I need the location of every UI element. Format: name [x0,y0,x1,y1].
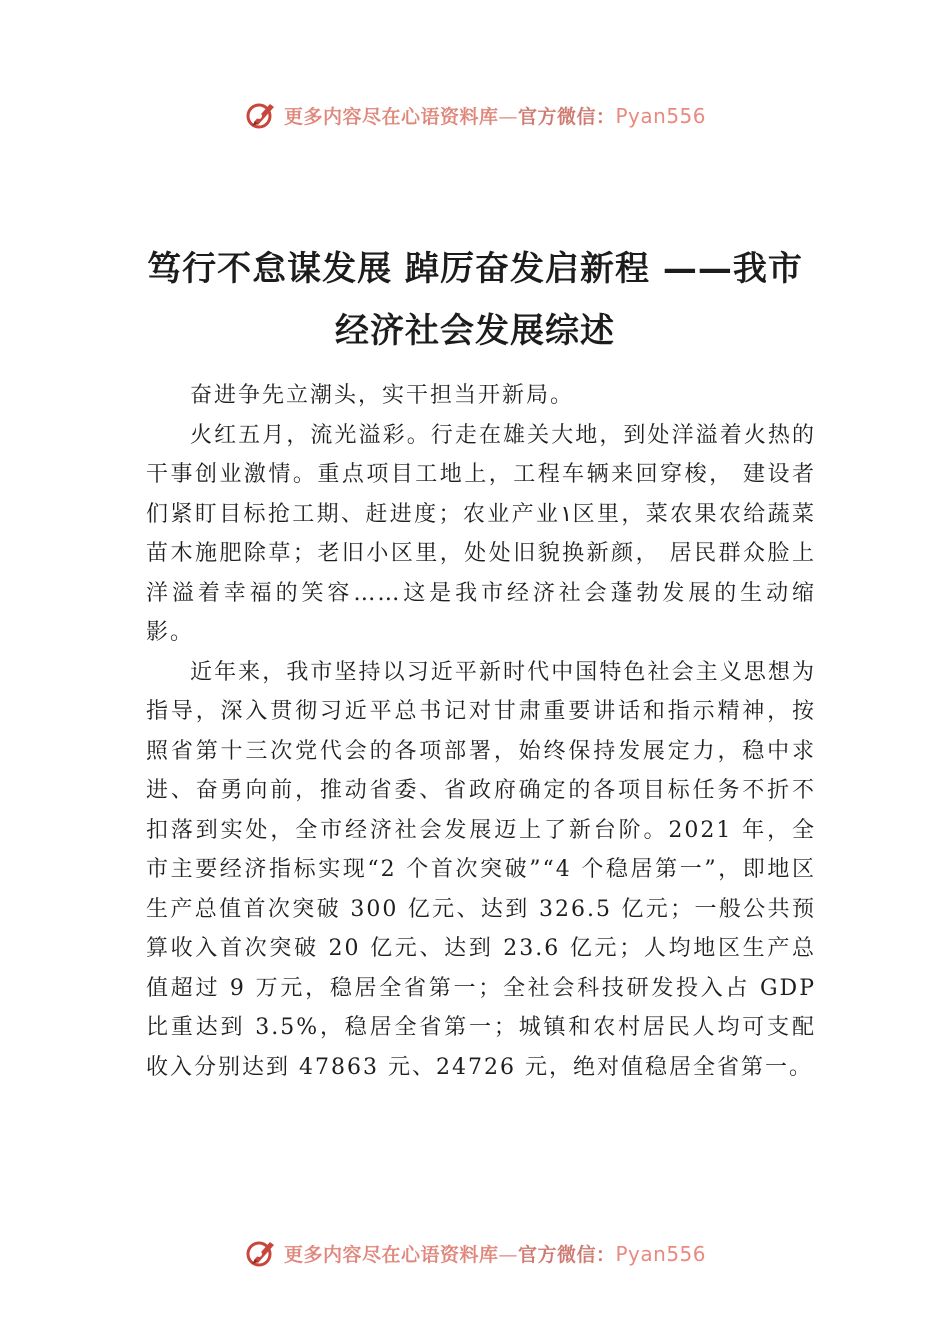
article-title: 笃行不怠谋发展 踔厉奋发启新程 ——我市经济社会发展综述 [147,248,803,351]
paragraph-2: 火红五月，流光溢彩。行走在雄关大地，到处洋溢着火热的干事创业激情。重点项目工地上，工程车辆来回穿梭， 建设者们紧盯目标抢工期、赶进度；农业产业١区里，菜农果农给蔬菜苗木施肥除草；老旧小区里，处处旧貌换新颜， 居民群众脸上洋溢着幸福的笑容……这是我市经济社会蓬勃发展的生动缩影。 [146,422,816,645]
watermark-text [284,1240,706,1267]
watermark-label: 官方微信： [517,105,616,128]
footer-watermark [0,1233,950,1273]
header-watermark [0,95,950,135]
article-body [146,376,816,1087]
watermark-code: Pyan556 [615,1241,707,1266]
paragraph-3: 近年来，我市坚持以习近平新时代中国特色社会主义思想为指导，深入贯彻习近平总书记对甘肃重要讲话和指示精神，按照省第十三次党代会的各项部署，始终保持发展定力，稳中求进、奋勇向前，推动省委、省政府确定的各项目标任务不折不扣落到实处，全市经济社会发展迈上了新台阶。2021 年，全市主要经济指标实现“2 个首次突破”“4 个稳居第一”，即地区生产总值首次突破 300 亿元、达到 326.5 亿元；一般公共预算收入首次突破 20 亿元、达到 23.6 亿元；人均地区生产总值超过 9 万元，稳居全省第一；全社会科技研发投入占 GDP 比重达到 3.5%，稳居全省第一；城镇和农村居民人均可支配收入分别达到 47863 元、24726 元，绝对值稳居全省第一。 [146,659,816,1080]
watermark-dash: — [498,105,518,128]
watermark-prefix: 更多内容尽在心语资料库 [283,105,499,128]
watermark-text [284,102,706,129]
watermark-code: Pyan556 [615,103,707,128]
pen-logo-icon [244,98,278,132]
pen-logo-icon [244,1236,278,1270]
watermark-prefix: 更多内容尽在心语资料库 [283,1243,499,1266]
paragraph-1: 奋进争先立潮头，实干担当开新局。 [190,383,575,408]
watermark-label: 官方微信： [517,1243,616,1266]
watermark-dash: — [498,1243,518,1266]
